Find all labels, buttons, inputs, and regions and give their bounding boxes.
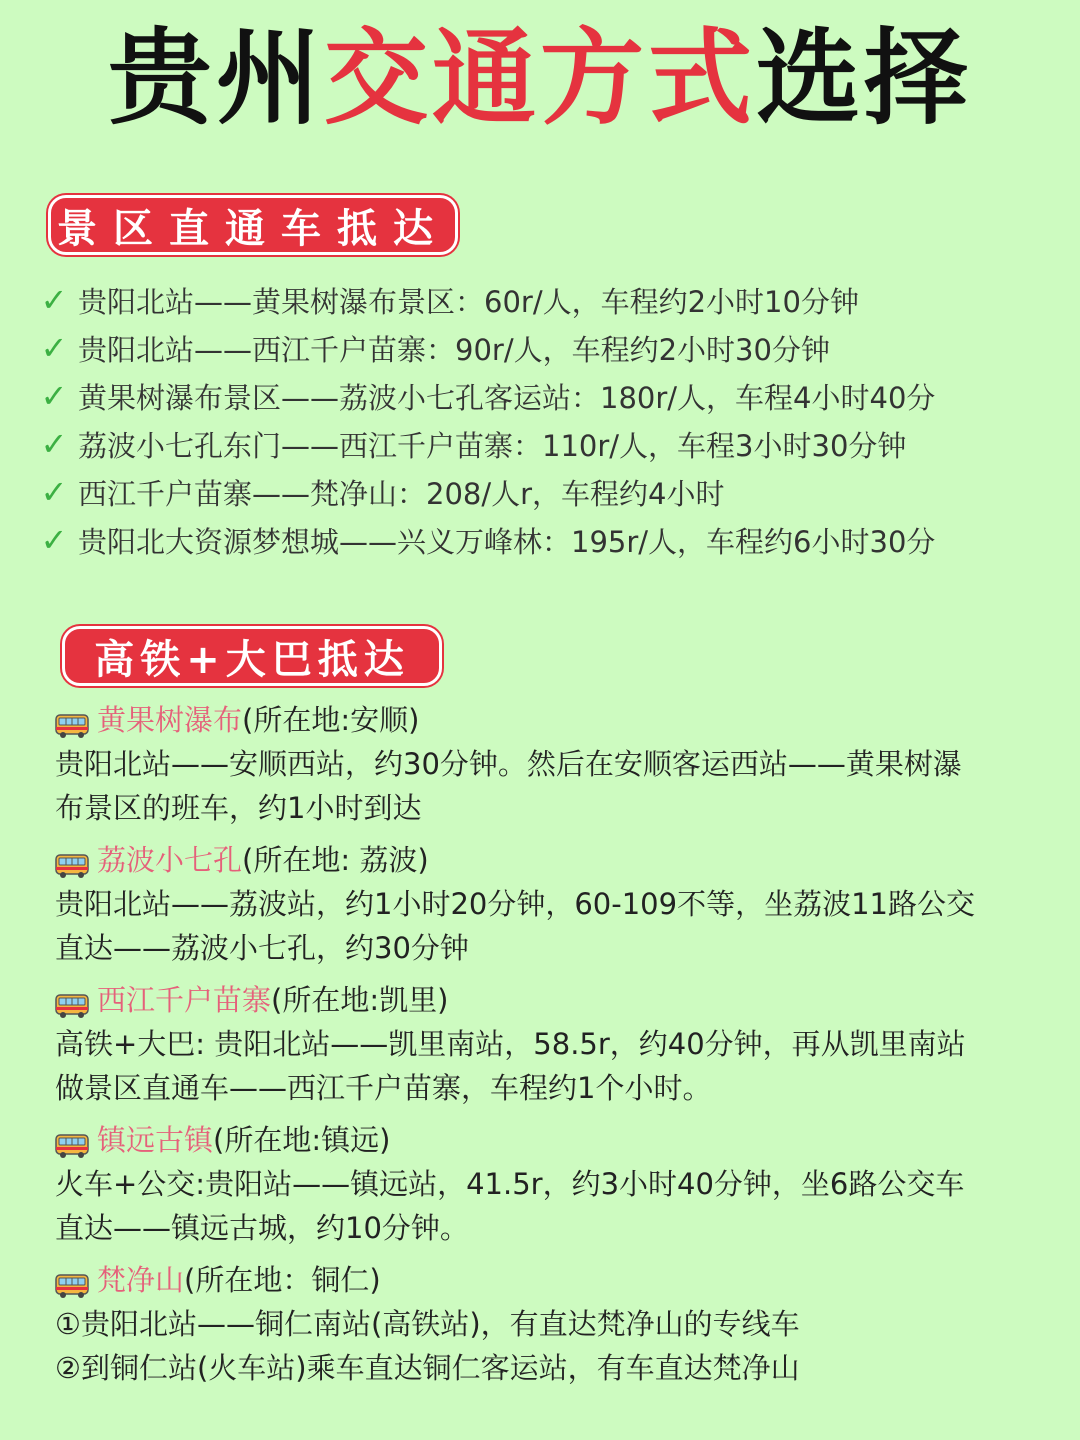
title-part2: 交通方式 — [323, 17, 756, 139]
hsr-bus-badge: 高铁+大巴抵达 — [62, 626, 442, 686]
destination-name: 黄果树瀑布 — [97, 703, 243, 737]
hsr-section — [55, 1258, 1035, 1390]
direct-route-text: 贵阳北大资源梦想城——兴义万峰林：195r/人，车程约6小时30分 — [78, 524, 936, 559]
route-description-line: 火车+公交:贵阳站——镇远站，41.5r，约3小时40分钟，坐6路公交车 — [55, 1167, 965, 1201]
bus-icon — [55, 987, 89, 1013]
route-description-line: 贵阳北站——荔波站，约1小时20分钟，60-109不等，坐荔波11路公交 — [55, 887, 975, 921]
route-description-line: 贵阳北站——安顺西站，约30分钟。然后在安顺客运西站——黄果树瀑 — [55, 747, 962, 781]
direct-route-text: 西江千户苗寨——梵净山：208/人r，车程约4小时 — [78, 476, 725, 511]
direct-route-text: 贵阳北站——西江千户苗寨：90r/人，车程约2小时30分钟 — [78, 332, 830, 367]
bus-icon — [55, 847, 89, 873]
destination-location: (所在地：铜仁) — [184, 1263, 381, 1297]
direct-route-text: 荔波小七孔东门——西江千户苗寨：110r/人，车程3小时30分钟 — [78, 428, 907, 463]
direct-route-item — [30, 372, 1060, 420]
route-description-line: 做景区直通车——西江千户苗寨，车程约1个小时。 — [55, 1071, 712, 1105]
hsr-section-heading — [55, 698, 1035, 742]
check-icon: ✓ — [40, 425, 68, 463]
route-description-line: 直达——荔波小七孔，约30分钟 — [55, 931, 469, 965]
destination-location: (所在地: 荔波) — [242, 843, 429, 877]
check-icon: ✓ — [40, 329, 68, 367]
title-part3: 选择 — [756, 17, 973, 139]
route-description-line: 直达——镇远古城，约10分钟。 — [55, 1211, 469, 1245]
destination-name: 西江千户苗寨 — [97, 983, 272, 1017]
hsr-section-heading — [55, 978, 1035, 1022]
check-icon: ✓ — [40, 377, 68, 415]
title-part1: 贵州 — [107, 17, 324, 139]
direct-route-item — [30, 276, 1060, 324]
hsr-section-list — [55, 698, 1035, 1398]
bus-icon — [55, 1267, 89, 1293]
route-description-line: ②到铜仁站(火车站)乘车直达铜仁客运站，有车直达梵净山 — [55, 1351, 800, 1385]
direct-route-text: 黄果树瀑布景区——荔波小七孔客运站：180r/人，车程4小时40分 — [78, 380, 936, 415]
direct-route-list — [30, 276, 1060, 564]
direct-route-item — [30, 324, 1060, 372]
check-icon: ✓ — [40, 521, 68, 559]
destination-location: (所在地:镇远) — [213, 1123, 391, 1157]
hsr-section — [55, 1118, 1035, 1250]
destination-name: 荔波小七孔 — [97, 843, 243, 877]
hsr-section — [55, 838, 1035, 970]
hsr-section — [55, 978, 1035, 1110]
route-description-line: 布景区的班车，约1小时到达 — [55, 791, 422, 825]
bus-icon — [55, 707, 89, 733]
direct-route-text: 贵阳北站——黄果树瀑布景区：60r/人，车程约2小时10分钟 — [78, 284, 859, 319]
route-description-line: ①贵阳北站——铜仁南站(高铁站)，有直达梵净山的专线车 — [55, 1307, 800, 1341]
direct-bus-badge: 景区直通车抵达 — [48, 195, 458, 255]
destination-location: (所在地:安顺) — [242, 703, 420, 737]
check-icon: ✓ — [40, 473, 68, 511]
hsr-section-heading — [55, 838, 1035, 882]
hsr-section-heading — [55, 1118, 1035, 1162]
check-icon: ✓ — [40, 281, 68, 319]
destination-name: 镇远古镇 — [97, 1123, 214, 1157]
hsr-section — [55, 698, 1035, 830]
route-description-line: 高铁+大巴: 贵阳北站——凯里南站，58.5r，约40分钟，再从凯里南站 — [55, 1027, 966, 1061]
page-title — [0, 18, 1080, 138]
destination-location: (所在地:凯里) — [271, 983, 449, 1017]
direct-route-item — [30, 468, 1060, 516]
bus-icon — [55, 1127, 89, 1153]
destination-name: 梵净山 — [97, 1263, 185, 1297]
direct-route-item — [30, 516, 1060, 564]
direct-route-item — [30, 420, 1060, 468]
hsr-section-heading — [55, 1258, 1035, 1302]
